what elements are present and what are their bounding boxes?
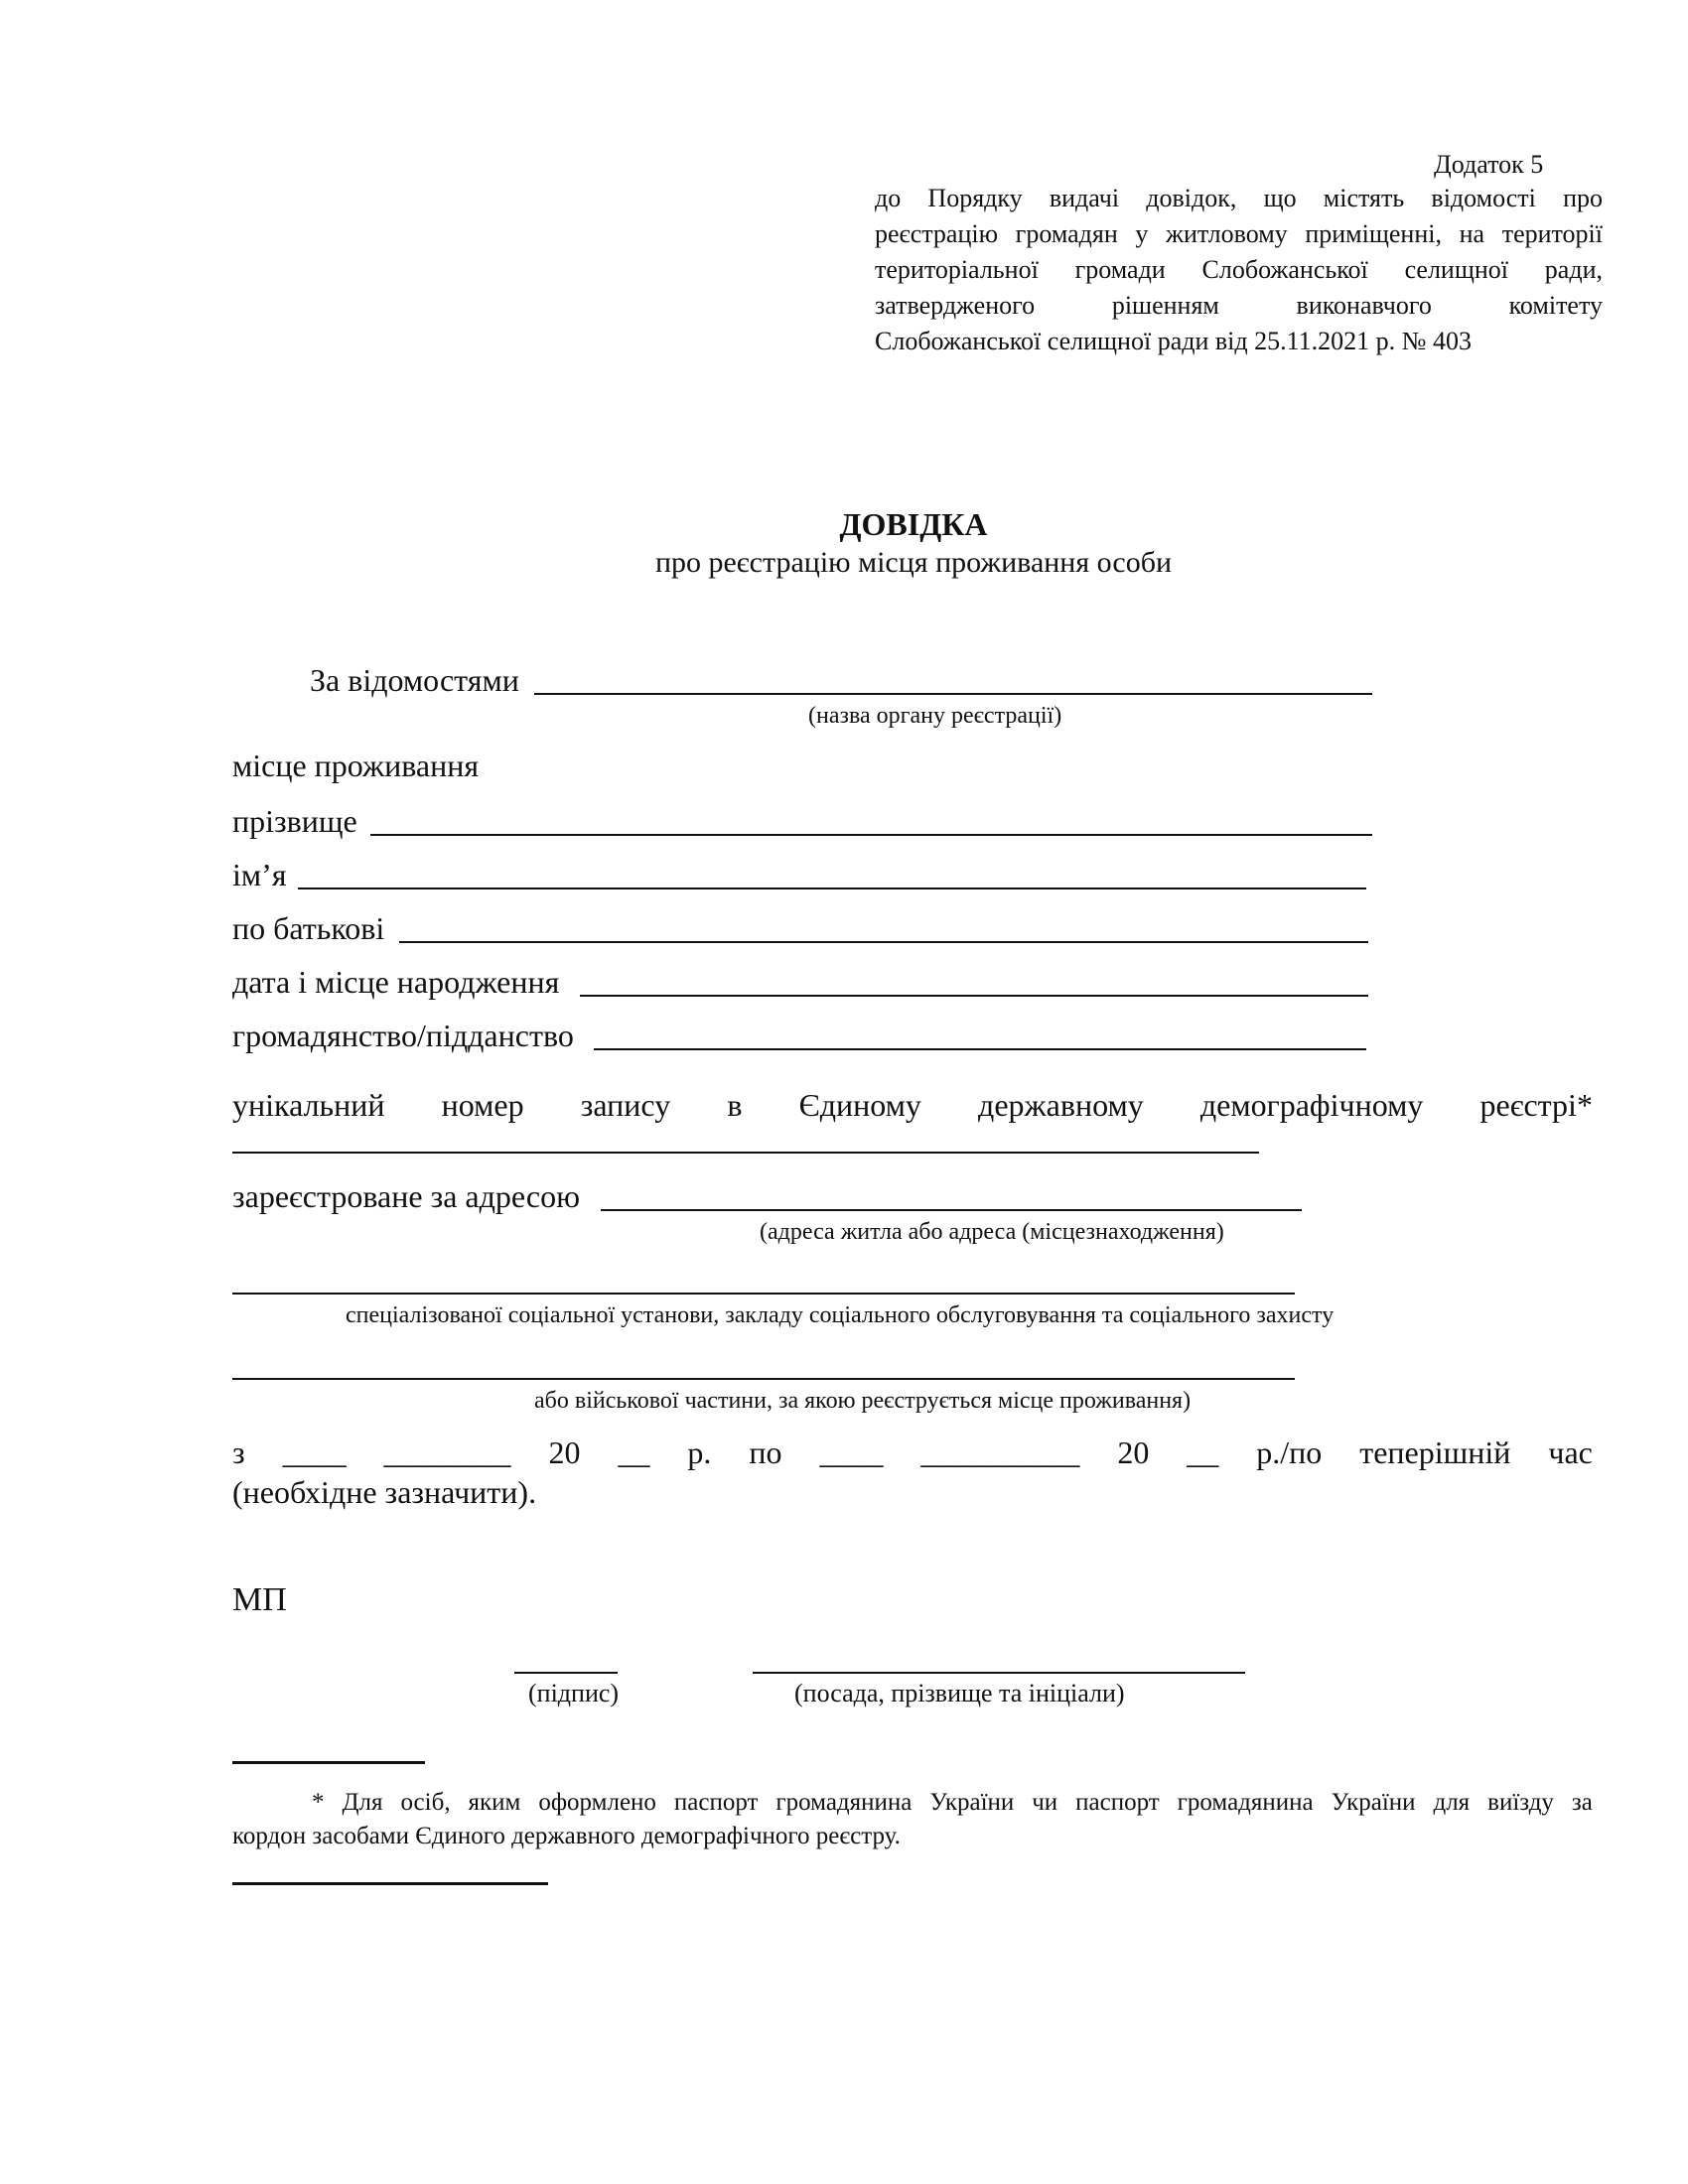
signature-hint: (підпис): [528, 1679, 620, 1707]
period-from-month[interactable]: ________: [383, 1434, 511, 1470]
address-label: зареєстроване за адресою: [232, 1178, 581, 1214]
document-subtitle: про реєстрацію місця проживання особи: [654, 546, 1173, 579]
citizenship-label: громадянство/підданство: [232, 1018, 574, 1053]
appendix-line-1: до Порядку видачі довідок, що містять відомості про: [875, 184, 1603, 212]
citizenship-field[interactable]: [594, 1048, 1366, 1050]
residence-label: місце проживання: [232, 748, 480, 783]
appendix-line-2: реєстрацію громадян у житловому приміщенні, на території: [875, 219, 1603, 248]
appendix-line-3: територіальної громади Слобожанської селищної ради,: [875, 255, 1603, 284]
birth-label: дата і місце народження: [232, 964, 560, 1000]
appendix-label: Додаток 5: [1434, 150, 1544, 179]
position-hint: (посада, прізвище та ініціали): [794, 1679, 1125, 1707]
period-note: (необхідне зазначити).: [232, 1474, 537, 1510]
signature-field[interactable]: [514, 1672, 618, 1674]
address-hint-1: (адреса житла або адреса (місцезнаходження): [760, 1219, 1224, 1245]
patronymic-label: по батькові: [232, 910, 385, 946]
surname-label: прізвище: [232, 803, 357, 839]
authority-field[interactable]: [534, 693, 1372, 695]
authority-hint: (назва органу реєстрації): [808, 703, 1062, 729]
address-field-1[interactable]: [601, 1209, 1302, 1211]
period-to-month[interactable]: __________: [920, 1434, 1080, 1470]
position-field[interactable]: [753, 1672, 1245, 1674]
surname-field[interactable]: [370, 834, 1372, 836]
address-hint-3: або військової частини, за якою реєструється місце проживання): [534, 1388, 1192, 1414]
address-field-2[interactable]: [232, 1293, 1295, 1295]
period-to-day[interactable]: ____: [819, 1434, 884, 1470]
appendix-line-5: Слобожанської селищної ради від 25.11.2021 р. № 403: [875, 327, 1472, 355]
period-to-year[interactable]: __: [1187, 1434, 1219, 1470]
patronymic-field[interactable]: [399, 941, 1368, 943]
footnote-line-1: * Для осіб, яким оформлено паспорт громадянина України чи паспорт громадянина України для виїзду за: [312, 1789, 1593, 1816]
footnote-line-2: кордон засобами Єдиного державного демографічного реєстру.: [232, 1823, 901, 1849]
appendix-line-4: затвердженого рішенням виконавчого комітету: [875, 291, 1603, 320]
unique-number-field[interactable]: [232, 1152, 1259, 1154]
unique-number-label: унікальний номер запису в Єдиному державному демографічному реєстрі*: [232, 1087, 1593, 1123]
address-hint-2: спеціалізованої соціальної установи, закладу соціального обслуговування та соціального захисту: [346, 1302, 1335, 1328]
period-row: з ____ ________ 20 __ р. по ____ __________ 20 __ р./по теперішній час: [232, 1434, 1593, 1470]
first-name-field[interactable]: [298, 887, 1366, 889]
seal-label: МП: [232, 1581, 287, 1618]
authority-label: За відомостями: [310, 662, 519, 698]
birth-field[interactable]: [580, 995, 1368, 997]
address-field-3[interactable]: [232, 1378, 1295, 1380]
document-title: ДОВІДКА: [839, 506, 988, 542]
period-from-year[interactable]: __: [618, 1434, 650, 1470]
footnote-separator: [232, 1761, 425, 1764]
first-name-label: ім’я: [232, 857, 287, 892]
period-from-day[interactable]: ____: [282, 1434, 347, 1470]
footnote-end-line: [232, 1882, 548, 1885]
